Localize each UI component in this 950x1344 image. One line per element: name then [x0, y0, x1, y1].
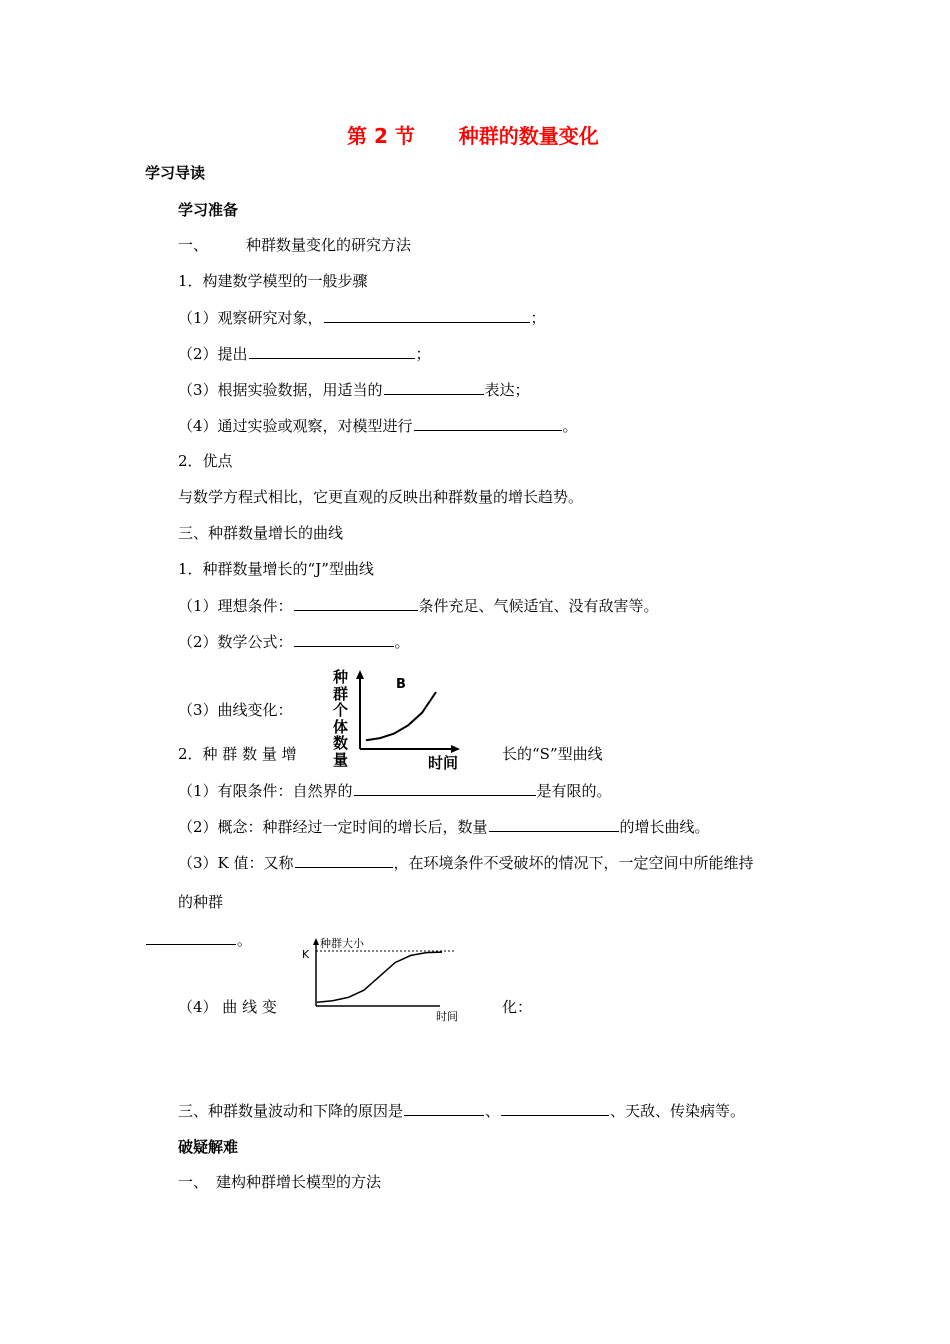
reason-text: 三、种群数量波动和下降的原因是 — [178, 1102, 404, 1120]
s-title-post: 长的“S”型曲线 — [502, 745, 603, 763]
s1-heading-num: 一、 — [178, 236, 209, 254]
answer-blank[interactable] — [294, 631, 394, 647]
s-title-pre: 2．种 群 数 量 增 — [178, 745, 297, 763]
s4-post: 化： — [502, 998, 533, 1016]
j-y-label-char: 体 — [333, 718, 349, 736]
s1-heading-text: 种群数量变化的研究方法 — [246, 236, 412, 254]
sub-difficult: 破疑解难 — [178, 1138, 239, 1156]
s1-heading — [178, 235, 411, 255]
reason-end: 、天敌、传染病等。 — [610, 1102, 746, 1120]
k-label: K — [302, 948, 310, 961]
d1-num: 一、 — [178, 1173, 209, 1191]
answer-blank[interactable] — [249, 343, 415, 359]
j-title: 1．种群数量增长的“J”型曲线 — [178, 560, 374, 578]
j2-text: （2）数学公式： — [178, 633, 293, 651]
s1 — [178, 780, 612, 801]
d1-heading — [178, 1172, 381, 1192]
answer-blank[interactable] — [324, 307, 530, 323]
j1-end: 条件充足、气候适宜、没有敌害等。 — [418, 597, 659, 615]
s1-2: 2．优点 — [178, 452, 233, 470]
answer-blank[interactable] — [295, 852, 393, 868]
s-curve-chart — [296, 934, 466, 1026]
sub-prepare: 学习准备 — [178, 201, 239, 219]
j-y-label-char: 个 — [333, 701, 349, 719]
j3: （3）曲线变化： — [178, 701, 293, 719]
s1-1a-text: （1）观察研究对象， — [178, 309, 323, 327]
s1-1c-text: （3）根据实验数据，用适当的 — [178, 381, 383, 399]
s1-1: 1．构建数学模型的一般步骤 — [178, 272, 368, 290]
s1-text: （1）有限条件：自然界的 — [178, 782, 353, 800]
s1-1d — [178, 415, 578, 436]
answer-blank[interactable] — [414, 415, 562, 431]
j-curve-chart — [326, 666, 482, 774]
answer-blank[interactable] — [354, 780, 536, 796]
j2 — [178, 631, 410, 652]
j-series-label: B — [396, 677, 406, 692]
s3-text: （3）K 值：又称 — [178, 854, 294, 872]
s1-1d-text: （4）通过实验或观察，对模型进行 — [178, 417, 413, 435]
answer-blank[interactable] — [404, 1100, 484, 1116]
j-y-label-char: 数 — [333, 734, 349, 752]
s1-1a — [178, 307, 546, 328]
s1-2-text: 与数学方程式相比，它更直观的反映出种群数量的增长趋势。 — [178, 488, 584, 506]
j-series-line — [366, 692, 436, 740]
j-y-label-char: 群 — [333, 685, 349, 703]
j-y-label-char: 量 — [333, 751, 349, 769]
reason-sep: 、 — [485, 1102, 501, 1120]
answer-blank[interactable] — [489, 816, 619, 832]
s4-pre: （4） 曲 线 变 — [178, 998, 277, 1016]
answer-blank[interactable] — [501, 1100, 609, 1116]
s1-1a-end: ； — [530, 309, 546, 327]
page-title — [347, 126, 599, 146]
s1-1c-end: 表达； — [484, 381, 530, 399]
s-y-axis-arrow — [313, 938, 319, 945]
answer-blank[interactable] — [294, 595, 418, 611]
s3 — [178, 852, 754, 873]
j-y-axis-arrow — [356, 670, 364, 679]
s1-1d-end: 。 — [562, 417, 578, 435]
s2-text: （2）概念：种群经过一定时间的增长后，数量 — [178, 818, 488, 836]
s-x-label: 时间 — [436, 1010, 458, 1023]
s1-end: 是有限的。 — [536, 782, 612, 800]
s-y-label: 种群大小 — [320, 937, 364, 950]
title-text: 种群的数量变化 — [458, 124, 599, 148]
s1-1b-end: ； — [415, 345, 431, 363]
s3-end: ，在环境条件不受破坏的情况下，一定空间中所能维持 — [393, 854, 754, 872]
answer-blank[interactable] — [146, 929, 236, 945]
d1-text: 建构种群增长模型的方法 — [216, 1173, 382, 1191]
j2-end: 。 — [394, 633, 410, 651]
s3-heading: 三、种群数量增长的曲线 — [178, 524, 344, 542]
j-x-label: 时间 — [428, 754, 459, 772]
section-guide: 学习导读 — [145, 164, 206, 182]
s3-cont: 的种群 — [178, 893, 224, 911]
j-x-axis-arrow — [451, 745, 460, 753]
reason-line — [178, 1100, 745, 1121]
s2 — [178, 816, 710, 837]
j-y-label-char: 种 — [333, 668, 349, 686]
answer-blank[interactable] — [384, 379, 484, 395]
s3-blank-line — [145, 929, 252, 950]
s1-1c — [178, 379, 530, 400]
s-series-line — [317, 952, 442, 1002]
j-y-label — [332, 668, 348, 769]
j1-text: （1）理想条件： — [178, 597, 293, 615]
s1-1b-text: （2）提出 — [178, 345, 248, 363]
j1 — [178, 595, 659, 616]
title-number: 第 2 节 — [347, 124, 415, 148]
s2-end: 的增长曲线。 — [619, 818, 710, 836]
s1-1b — [178, 343, 431, 364]
s3-period: 。 — [237, 931, 253, 949]
